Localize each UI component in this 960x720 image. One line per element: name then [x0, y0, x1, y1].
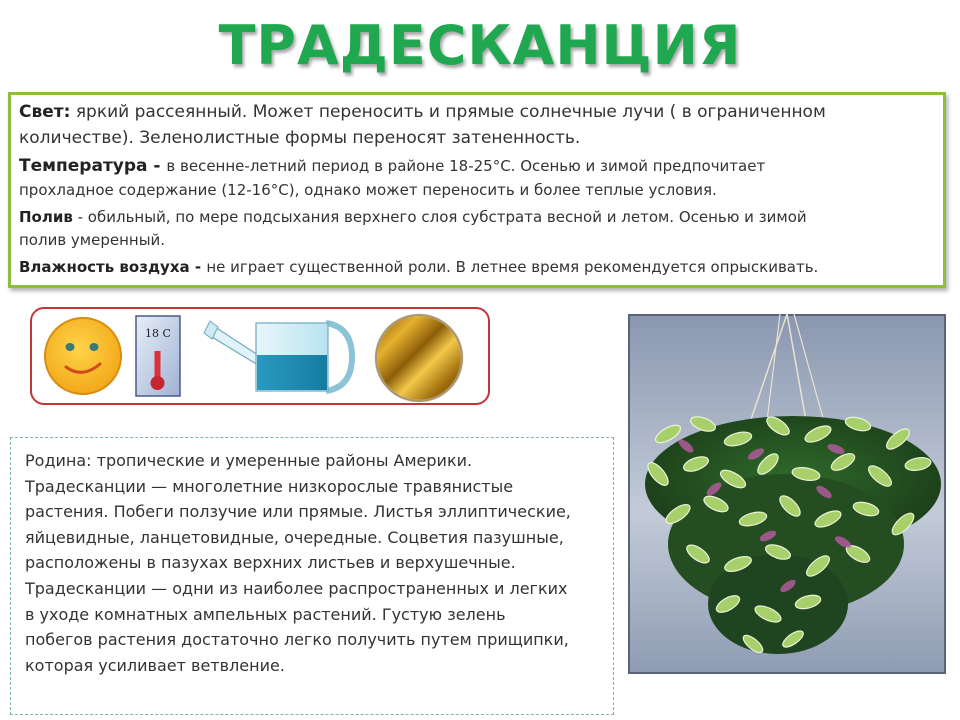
temperature-label: Температура - — [19, 156, 167, 176]
light-label: Свет: — [19, 102, 71, 122]
care-symbols-box — [30, 307, 490, 405]
thermometer-icon — [136, 316, 180, 396]
description-line: Традесканции — многолетние низкорослые травянистые — [25, 476, 514, 496]
care-symbols-svg — [30, 307, 490, 405]
light-text-1: яркий рассеянный. Может переносить и прямые солнечные лучи ( в ограниченном — [70, 102, 826, 122]
description-line: которая усиливает ветвление. — [25, 655, 285, 675]
tradescantia-illustration — [628, 314, 946, 674]
humidity-text: не играет существенной роли. В летнее время рекомендуется опрыскивать. — [206, 258, 819, 276]
watering-can-icon — [204, 321, 352, 391]
gold-disc-icon — [376, 315, 462, 401]
description-box — [10, 437, 614, 715]
light-line — [19, 99, 935, 151]
sun-face-icon — [45, 318, 121, 394]
care-conditions-box — [8, 92, 946, 288]
thermometer-label: 18 С — [145, 327, 171, 340]
temperature-text-2: прохладное содержание (12-16°С), однако может переносить и более теплые условия. — [19, 181, 717, 199]
page-title: ТРАДЕСКАНЦИЯ — [218, 14, 742, 77]
watering-label: Полив — [19, 208, 73, 226]
description-line: расположены в пазухах верхних листьев и верхушечные. — [25, 553, 516, 573]
description-line: Традесканции — одни из наиболее распространенных и легких — [25, 578, 568, 598]
tradescantia-photo — [628, 314, 946, 674]
temperature-line-2 — [19, 179, 935, 202]
description-line: Родина: тропические и умеренные районы Америки. — [25, 451, 473, 470]
description-line: в уходе комнатных ампельных растений. Густую зелень — [25, 604, 506, 624]
watering-text-1: - обильный, по мере подсыхания верхнего слоя субстрата весной и летом. Осенью и зимой — [72, 208, 807, 226]
light-text-2: количестве). Зеленолистные формы переносят затененность. — [19, 128, 581, 148]
description-line: побегов растения достаточно легко получить путем прищипки, — [25, 630, 569, 650]
description-line: яйцевидные, ланцетовидные, очередные. Соцветия пазушные, — [25, 527, 564, 547]
temperature-line — [19, 153, 935, 179]
humidity-line — [19, 256, 935, 279]
watering-text-2: полив умеренный. — [19, 231, 166, 249]
humidity-label: Влажность воздуха - — [19, 258, 207, 276]
watering-line — [19, 206, 935, 252]
temperature-text-1: в весенне-летний период в районе 18-25°С. Осенью и зимой предпочитает — [166, 157, 766, 175]
description-line: растения. Побеги ползучие или прямые. Листья эллиптические, — [25, 502, 571, 522]
description-text — [25, 448, 605, 678]
